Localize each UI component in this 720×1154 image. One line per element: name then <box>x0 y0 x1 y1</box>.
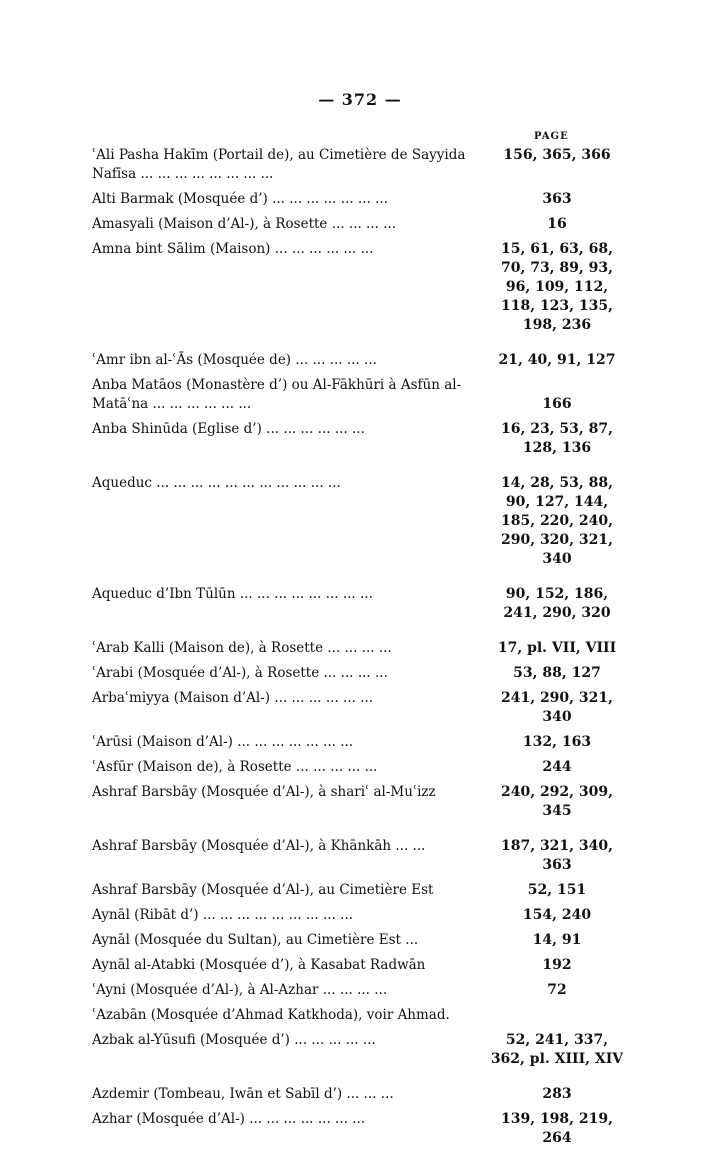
entry-name: ʿAli Pasha Hakīm (Portail de), au Cimetière de Sayyida Nafīsa ... ... ... ... ... ... ... ... <box>92 147 466 182</box>
index-entry <box>92 1006 627 1025</box>
entry-pages: 154, 240 <box>522 907 592 923</box>
entry-pages: 187, 321, 340, 363 <box>500 838 614 873</box>
entry-name: Amna bint Sālim (Maison) ... ... ... ... ... ... <box>92 241 374 257</box>
index-entry <box>92 351 627 370</box>
entry-name: Azdemir (Tombeau, Iwān et Sabīl d’) ... ... ... <box>92 1086 394 1102</box>
entry-name: Aynāl (Mosquée du Sultan), au Cimetière Est ... <box>92 932 419 948</box>
entry-pages: 192 <box>542 957 572 973</box>
entry-name: Azbak al-Yūsufi (Mosquée d’) ... ... ... ... ... <box>92 1032 376 1048</box>
index-entry <box>92 1031 627 1069</box>
entry-name: Aqueduc d’Ibn Tūlūn ... ... ... ... ... ... ... ... <box>92 586 373 602</box>
entry-pages: 244 <box>542 759 572 775</box>
entry-pages: 156, 365, 366 <box>503 147 611 163</box>
entry-name: ʿAyni (Mosquée d’Al-), à Al-Azhar ... ... ... ... <box>92 982 388 998</box>
index-entry <box>92 689 627 727</box>
entry-pages: 240, 292, 309, 345 <box>500 784 614 819</box>
entry-name: Aynāl al-Atabki (Mosquée d’), à Kasabat Radwān <box>92 957 426 973</box>
entry-name: Aynāl (Ribāt d’) ... ... ... ... ... ... ... ... ... <box>92 907 354 923</box>
index-entry <box>92 1110 627 1148</box>
entry-pages: 241, 290, 321, 340 <box>500 690 614 725</box>
entry-pages: 21, 40, 91, 127 <box>498 352 616 368</box>
index-entry <box>92 758 627 777</box>
entry-pages: 90, 152, 186, 241, 290, 320 <box>503 586 611 621</box>
entry-pages: 52, 241, 337, 362, pl. XIII, XIV <box>490 1032 624 1067</box>
entry-name: Anba Shinūda (Eglise d’) ... ... ... ... ... ... <box>92 421 365 437</box>
index-entry <box>92 146 627 184</box>
index-entry <box>92 931 627 950</box>
index-entry <box>92 837 627 875</box>
entry-pages: 72 <box>547 982 567 998</box>
entry-pages: 14, 28, 53, 88, 90, 127, 144, 185, 220, 240, 290, 320, 321, 340 <box>500 475 614 567</box>
entry-name: Azhar (Mosquée d’Al-) ... ... ... ... ... ... ... <box>92 1111 366 1127</box>
entry-name: ʿArab Kalli (Maison de), à Rosette ... ... ... ... <box>92 640 392 656</box>
entry-pages: 166 <box>542 396 572 412</box>
index-entry <box>92 190 627 209</box>
index-entry <box>92 474 627 569</box>
entry-name: ʿArabi (Mosquée d’Al-), à Rosette ... ... ... ... <box>92 665 388 681</box>
entry-pages: 363 <box>542 191 572 207</box>
entry-pages: 132, 163 <box>522 734 592 750</box>
entry-pages: 16 <box>547 216 567 232</box>
entry-pages: 53, 88, 127 <box>513 665 601 681</box>
index-entry <box>92 981 627 1000</box>
index-entry <box>92 881 627 900</box>
column-header-page: PAGE <box>534 131 569 142</box>
entry-pages: 283 <box>542 1086 572 1102</box>
page-number: — 372 — <box>318 90 402 109</box>
entry-name: Ashraf Barsbāy (Mosquée d’Al-), à shariʿ al-Muʿizz <box>92 784 436 800</box>
entry-name: Alti Barmak (Mosquée d’) ... ... ... ... ... ... ... <box>92 191 388 207</box>
entry-pages: 52, 151 <box>527 882 587 898</box>
entry-name: Arbaʿmiyya (Maison d’Al-) ... ... ... ... ... ... <box>92 690 374 706</box>
entry-pages: 16, 23, 53, 87, 128, 136 <box>500 421 614 456</box>
entry-name: Aqueduc ... ... ... ... ... ... ... ... ... ... ... <box>92 475 341 491</box>
entry-pages: 14, 91 <box>532 932 582 948</box>
index-entry <box>92 585 627 623</box>
entry-name: Ashraf Barsbāy (Mosquée d’Al-), à Khānkāh ... ... <box>92 838 426 854</box>
entry-name: Ashraf Barsbāy (Mosquée d’Al-), au Cimetière Est <box>92 882 434 898</box>
index-entry <box>92 240 627 335</box>
index-entry <box>92 956 627 975</box>
entry-name: ʿAzabān (Mosquée d’Ahmad Katkhoda), voir Ahmad. <box>92 1007 450 1023</box>
index-entry <box>92 376 627 414</box>
entry-name: ʿAmr ibn al-ʿĀs (Mosquée de) ... ... ... ... ... <box>92 352 377 368</box>
index-entry <box>92 215 627 234</box>
index-entry <box>92 664 627 683</box>
index-list <box>92 146 627 1154</box>
entry-name: Amasyali (Maison d’Al-), à Rosette ... ... ... ... <box>92 216 397 232</box>
index-entry <box>92 1085 627 1104</box>
entry-pages: 17, pl. VII, VIII <box>497 640 617 656</box>
entry-name: Anba Matāos (Monastère d’) ou Al-Fākhūri à Asfūn al-Matāʿna ... ... ... ... ... ... <box>92 377 462 412</box>
index-entry <box>92 783 627 821</box>
index-entry <box>92 906 627 925</box>
entry-pages: 15, 61, 63, 68, 70, 73, 89, 93, 96, 109, 112, 118, 123, 135, 198, 236 <box>500 241 614 333</box>
entry-pages: 139, 198, 219, 264 <box>500 1111 614 1146</box>
index-entry <box>92 420 627 458</box>
index-entry <box>92 733 627 752</box>
entry-name: ʿAsfūr (Maison de), à Rosette ... ... ... ... ... <box>92 759 378 775</box>
entry-name: ʿArūsi (Maison d’Al-) ... ... ... ... ... ... ... <box>92 734 354 750</box>
index-entry <box>92 639 627 658</box>
